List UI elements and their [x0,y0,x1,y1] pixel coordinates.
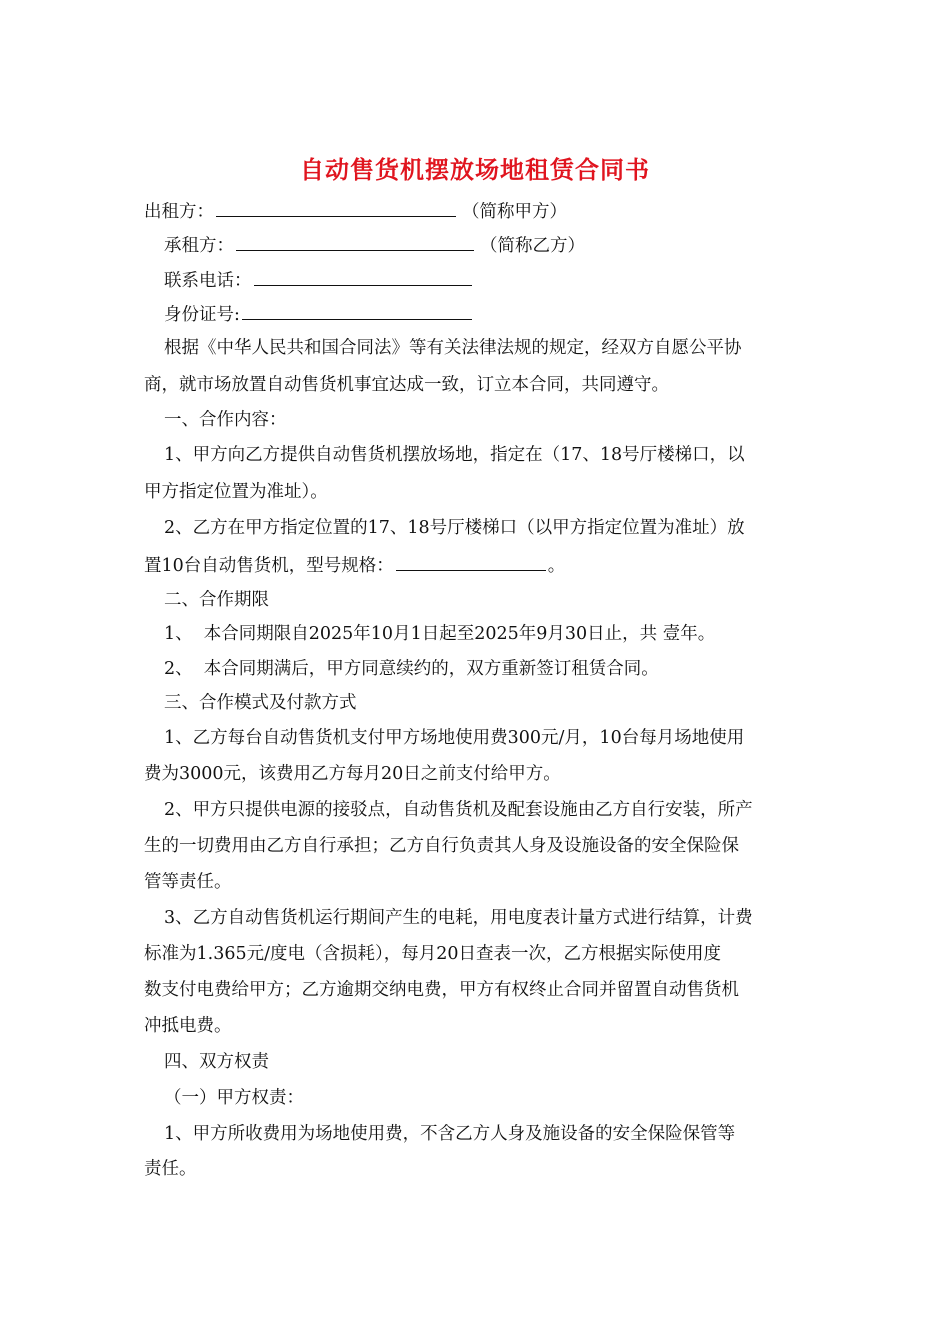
section1-item1-line1: 1、甲方向乙方提供自动售货机摆放场地，指定在（17、18号厅楼梯口，以 [164,445,745,465]
lessor-line [144,194,814,229]
section3-item1-line1: 1、乙方每台自动售货机支付甲方场地使用费300元/月，10台每月场地使用 [164,728,745,748]
section4-item1-line1: 1、甲方所收费用为场地使用费，不含乙方人身及施设备的安全保险保管等 [164,1124,736,1144]
section2-item2: 2、 本合同期满后，甲方同意续约的，双方重新签订租赁合同。 [164,659,659,679]
section3-item3-line2: 标准为1.365元/度电（含损耗），每月20日查表一次，乙方根据实际使用度 [144,944,722,964]
lessee-blank [236,228,474,251]
section1-item2-line2 [144,548,814,583]
lessor-suffix: （简称甲方） [462,202,567,222]
section2-item1: 1、 本合同期限自2025年10月1日起至2025年9月30日止，共 壹年。 [164,624,716,644]
section3-item2-line1: 2、甲方只提供电源的接驳点，自动售货机及配套设施由乙方自行安装，所产 [164,800,753,820]
lessee-line [144,228,834,263]
section4-item1-line2: 责任。 [144,1159,197,1179]
section4-sub1: （一）甲方权责： [164,1088,304,1108]
model-blank [396,548,546,571]
id-blank [242,297,472,320]
section3-heading: 三、合作模式及付款方式 [164,693,357,713]
section3-item2-line3: 管等责任。 [144,872,232,892]
preamble-line-2: 商，就市场放置自动售货机事宜达成一致，订立本合同，共同遵守。 [144,375,669,395]
section3-item3-line4: 冲抵电费。 [144,1016,232,1036]
lessee-label: 承租方： [164,236,234,256]
section1-item2-line1: 2、乙方在甲方指定位置的17、18号厅楼梯口（以甲方指定位置为准址）放 [164,518,745,538]
section1-item1-line2: 甲方指定位置为准址）。 [144,482,328,502]
section2-heading: 二、合作期限 [164,590,269,610]
id-label: 身份证号: [164,305,240,325]
phone-label: 联系电话： [164,271,252,291]
section3-item1-line2: 费为3000元，该费用乙方每月20日之前支付给甲方。 [144,764,561,784]
section3-item3-line3: 数支付电费给甲方；乙方逾期交纳电费，甲方有权终止合同并留置自动售货机 [144,980,739,1000]
section3-item3-line1: 3、乙方自动售货机运行期间产生的电耗，用电度表计量方式进行结算，计费 [164,908,753,928]
contract-title: 自动售货机摆放场地租赁合同书 [300,156,650,184]
model-suffix: 。 [547,556,566,576]
preamble-line-1: 根据《中华人民共和国合同法》等有关法律法规的规定，经双方自愿公平协 [164,338,742,358]
lessor-label: 出租方： [144,202,214,222]
phone-blank [254,263,472,286]
section3-item2-line2: 生的一切费用由乙方自行承担；乙方自行负责其人身及设施设备的安全保险保 [144,836,739,856]
lessee-suffix: （简称乙方） [480,236,585,256]
phone-line [144,263,834,298]
lessor-blank [216,194,456,217]
section4-heading: 四、双方权责 [164,1052,269,1072]
section1-heading: 一、合作内容： [164,410,287,430]
model-label: 置10台自动售货机，型号规格： [144,556,394,576]
id-line [144,297,834,332]
